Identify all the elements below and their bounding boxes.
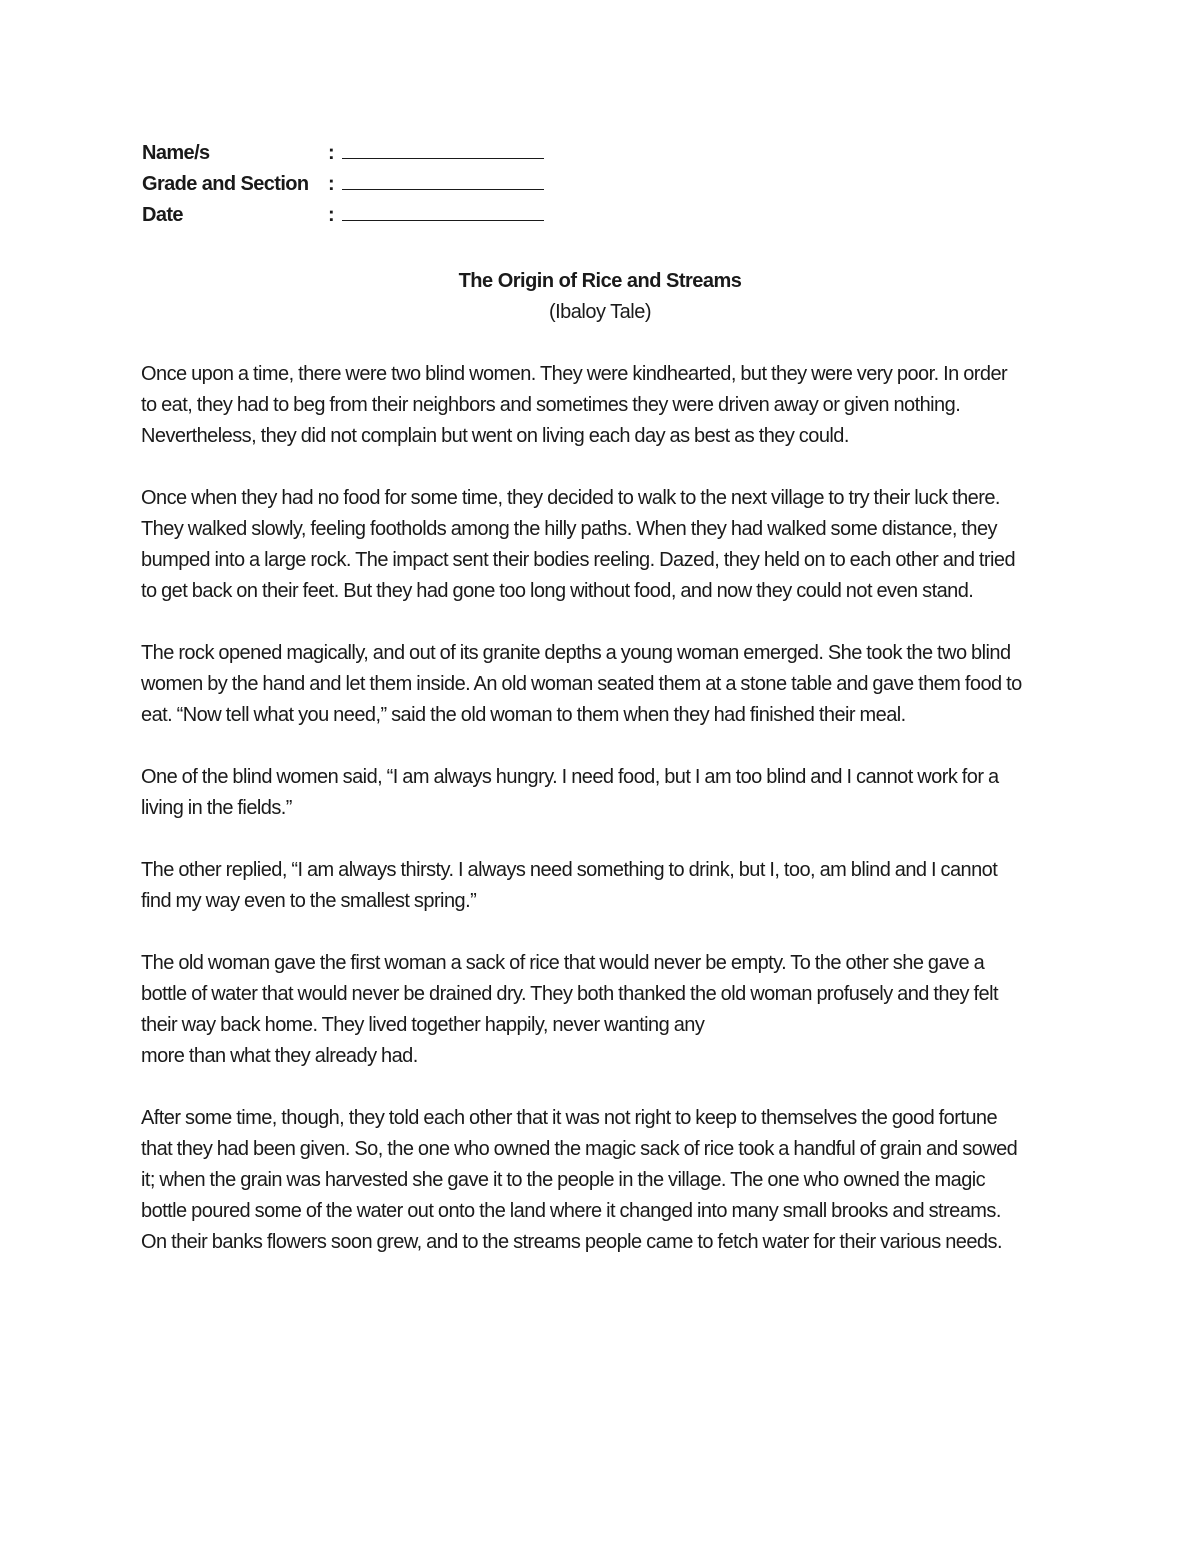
story-body xyxy=(141,359,1071,1289)
text-line: their way back home. They lived together happily, never wanting any xyxy=(141,1014,705,1036)
text-line: living in the fields.” xyxy=(141,797,292,819)
text-line: The old woman gave the first woman a sack of rice that would never be empty. To the other she gave a xyxy=(141,952,985,974)
text-line: On their banks flowers soon grew, and to the streams people came to fetch water for their various needs. xyxy=(141,1231,1002,1253)
text-line: more than what they already had. xyxy=(141,1045,418,1067)
text-line: After some time, though, they told each other that it was not right to keep to themselves the good fortune xyxy=(141,1107,998,1129)
name-field-row xyxy=(142,142,544,173)
student-info-fields xyxy=(142,142,544,235)
text-line: One of the blind women said, “I am always hungry. I need food, but I am too blind and I cannot work for a xyxy=(141,766,999,788)
text-line: The rock opened magically, and out of its granite depths a young woman emerged. She took the two blind xyxy=(141,642,1011,664)
date-label: Date xyxy=(142,204,183,226)
grade-section-field-row xyxy=(142,173,544,204)
paragraph xyxy=(141,1103,1071,1258)
paragraph xyxy=(141,762,1071,824)
grade-section-blank-line[interactable] xyxy=(342,173,544,190)
paragraph xyxy=(141,638,1071,731)
text-line: to get back on their feet. But they had gone too long without food, and now they could not even stand. xyxy=(141,580,974,602)
text-line: Once upon a time, there were two blind women. They were kindhearted, but they were very poor. In order xyxy=(141,363,1008,385)
text-line: bottle poured some of the water out onto the land where it changed into many small brooks and streams. xyxy=(141,1200,1001,1222)
text-line: bumped into a large rock. The impact sent their bodies reeling. Dazed, they held on to each other and tried xyxy=(141,549,1016,571)
story-subtitle: (Ibaloy Tale) xyxy=(548,301,652,323)
text-line: Nevertheless, they did not complain but went on living each day as best as they could. xyxy=(141,425,849,447)
text-line: that they had been given. So, the one who owned the magic sack of rice took a handful of grain and sowed xyxy=(141,1138,1018,1160)
story-title: The Origin of Rice and Streams xyxy=(458,270,742,292)
name-colon: : xyxy=(328,142,335,164)
text-line: Once when they had no food for some time, they decided to walk to the next village to try their luck there. xyxy=(141,487,1000,509)
name-blank-line[interactable] xyxy=(342,142,544,159)
text-line: to eat, they had to beg from their neighbors and sometimes they were driven away or given nothing. xyxy=(141,394,961,416)
title-block xyxy=(0,266,1200,328)
date-blank-line[interactable] xyxy=(342,204,544,221)
paragraph xyxy=(141,359,1071,452)
paragraph xyxy=(141,948,1071,1072)
text-line: find my way even to the smallest spring.” xyxy=(141,890,477,912)
text-line: women by the hand and let them inside. An old woman seated them at a stone table and gave them food to xyxy=(141,673,1022,695)
text-line: They walked slowly, feeling footholds among the hilly paths. When they had walked some distance, they xyxy=(141,518,997,540)
text-line: eat. “Now tell what you need,” said the old woman to them when they had finished their meal. xyxy=(141,704,906,726)
date-colon: : xyxy=(328,204,335,226)
grade-section-colon: : xyxy=(328,173,335,195)
text-line: it; when the grain was harvested she gave it to the people in the village. The one who owned the magic xyxy=(141,1169,986,1191)
paragraph xyxy=(141,855,1071,917)
paragraph xyxy=(141,483,1071,607)
text-line: The other replied, “I am always thirsty. I always need something to drink, but I, too, am blind and I cannot xyxy=(141,859,998,881)
text-line: bottle of water that would never be drained dry. They both thanked the old woman profusely and they felt xyxy=(141,983,998,1005)
date-field-row xyxy=(142,204,544,235)
grade-section-label: Grade and Section xyxy=(142,173,309,195)
name-label: Name/s xyxy=(142,142,210,164)
